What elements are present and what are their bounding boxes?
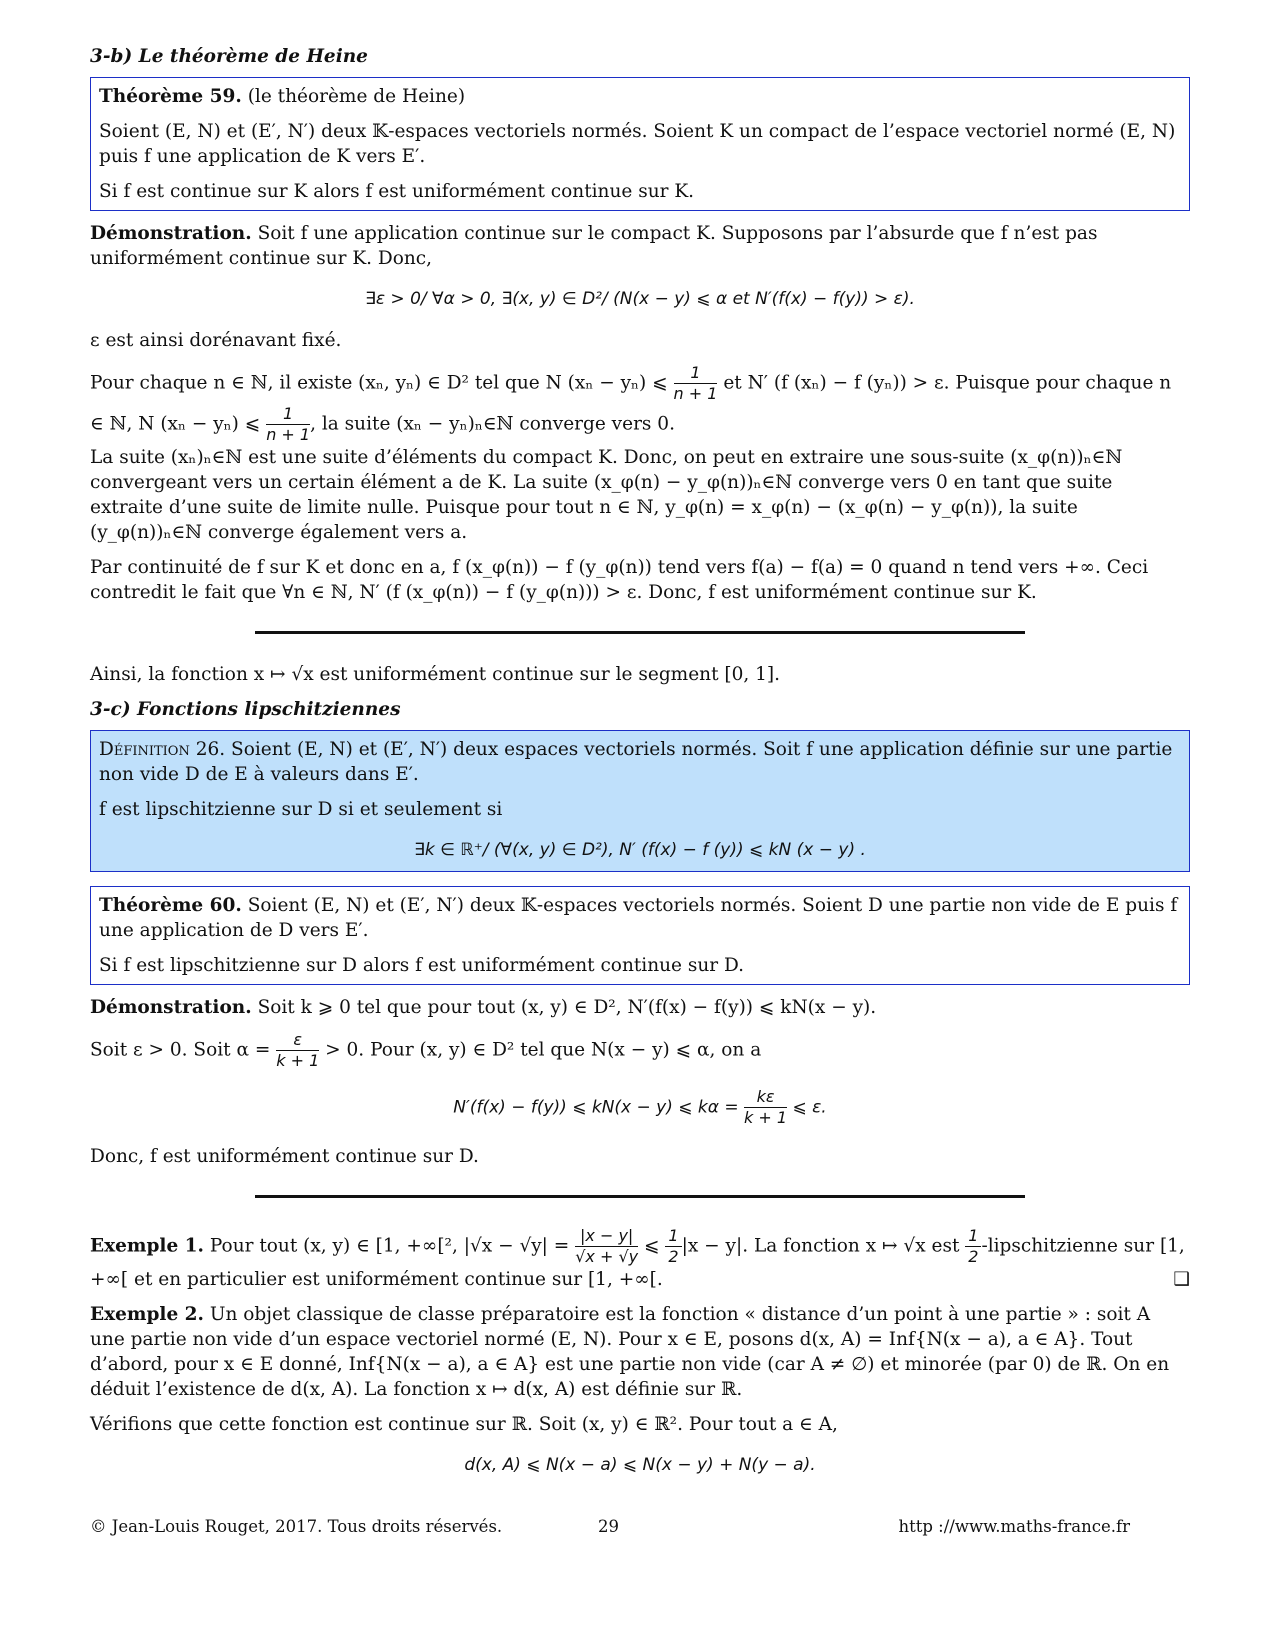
definition-26-equation: ∃k ∈ ℝ⁺/ (∀(x, y) ∈ D²), N′ (f(x) − f (y)) ⩽ kN (x − y) . <box>414 840 866 860</box>
theorem-59-box <box>90 77 1190 211</box>
definition-26-statement: Soient (E, N) et (E′, N′) deux espaces vectoriels normés. Soit f une application définie sur une partie non vide D de E à valeurs dans E′. <box>99 739 1173 785</box>
theorem-59-statement: Soient (E, N) et (E′, N′) deux 𝕂-espaces vectoriels normés. Soient K un compact de l’espace vectoriel normé (E, N) puis f une application de K vers E′. <box>99 121 1176 167</box>
fraction-epsilon-over-k-plus-one: $\frac{\varepsilon}{k + 1}$ <box>276 1030 320 1070</box>
proof-1-equation: ∃ε > 0/ ∀α > 0, ∃(x, y) ∈ D²/ (N(x − y) ⩽ α et N′(f(x) − f(y)) > ε). <box>365 289 915 309</box>
proof-1-intro: Soit f une application continue sur le compact K. Supposons par l’absurde que f n’est pas uniformément continue sur K. Donc, <box>90 223 1098 269</box>
proof-2-equation: N′(f(x) − f(y)) ⩽ kN(x − y) ⩽ kα = $\frac{k\varepsilon}{k + 1}$ ⩽ ε. <box>453 1087 827 1127</box>
theorem-60-box <box>90 886 1190 985</box>
proof-1-label: Démonstration. <box>90 223 252 244</box>
section-heading-3c: 3-c) Fonctions lipschitziennes <box>90 699 401 720</box>
page-content <box>90 44 1190 1494</box>
theorem-59-label: Théorème 59. <box>99 86 242 107</box>
theorem-59-conclusion: Si f est continue sur K alors f est uniformément continue sur K. <box>99 181 695 202</box>
fraction-one-half-2: $\frac{1}{2}$ <box>965 1226 981 1267</box>
fraction-abs-diff-over-sqrt-sum: $\frac{|x - y|}{√x + √y}$ <box>575 1226 639 1266</box>
definition-26-label: Définition 26. <box>99 739 226 760</box>
section-heading-3b: 3-b) Le théorème de Heine <box>90 46 368 67</box>
theorem-60-label: Théorème 60. <box>99 895 242 916</box>
sqrt-uniform-continuity-note: Ainsi, la fonction x ↦ √x est uniformément continue sur le segment [0, 1]. <box>90 664 781 685</box>
theorem-60-conclusion: Si f est lipschitzienne sur D alors f est uniformément continue sur D. <box>99 955 745 976</box>
proof-1-conclusion: Par continuité de f sur K et donc en a, f (x_φ(n)) − f (y_φ(n)) tend vers f(a) − f(a) = 0 quand n tend vers +∞. Ceci contredit le fait que ∀n ∈ ℕ, N′ (f (x_φ(n)) − f (y_φ(n))) > ε. Donc, f est uniformément continue sur K. <box>90 557 1149 603</box>
example-2-inequality: d(x, A) ⩽ N(x − a) ⩽ N(x − y) + N(y − a). <box>464 1455 816 1475</box>
definition-26-box <box>90 730 1190 872</box>
footer-url: http ://www.maths-france.fr <box>898 1517 1130 1536</box>
theorem-60-statement: Soient (E, N) et (E′, N′) deux 𝕂-espaces vectoriels normés. Soient D une partie non vide de E puis f une application de D vers E′. <box>99 895 1178 941</box>
end-of-proof-rule-2 <box>255 1195 1025 1198</box>
footer-copyright: © Jean-Louis Rouget, 2017. Tous droits réservés. <box>90 1517 503 1536</box>
proof-2-label: Démonstration. <box>90 997 252 1018</box>
theorem-59-title: (le théorème de Heine) <box>247 86 466 107</box>
fraction-one-over-n-plus-one: $\frac{1}{n + 1}$ <box>673 363 718 403</box>
fraction-one-half: $\frac{1}{2}$ <box>665 1226 681 1267</box>
definition-26-condition: f est lipschitzienne sur D si et seulement si <box>99 799 503 820</box>
fraction-k-epsilon-over-k-plus-one: $\frac{k\varepsilon}{k + 1}$ <box>744 1087 788 1127</box>
qed-square-icon: ❑ <box>1173 1269 1190 1290</box>
example-2-label: Exemple 2. <box>90 1304 204 1325</box>
proof-1-subsequence-paragraph: La suite (xₙ)ₙ∈ℕ est une suite d’éléments du compact K. Donc, on peut en extraire une sous-suite (x_φ(n))ₙ∈ℕ convergeant vers un certain élément a de K. La suite (x_φ(n) − y_φ(n))ₙ∈ℕ converge vers 0 en tant que suite extraite d’une suite de limite nulle. Puisque pour tout n ∈ ℕ, y_φ(n) = x_φ(n) − (x_φ(n) − y_φ(n)), la suite (y_φ(n))ₙ∈ℕ converge également vers a. <box>90 447 1123 543</box>
end-of-proof-rule-1 <box>255 631 1025 634</box>
example-1-label: Exemple 1. <box>90 1235 204 1257</box>
example-2-text: Un objet classique de classe préparatoire est la fonction « distance d’un point à une partie » : soit A une partie non vide d’un espace vectoriel normé (E, N). Pour x ∈ E, posons d(x, A) = Inf{N(x − a), a ∈ A}. Tout d’abord, pour x ∈ E donné, Inf{N(x − a), a ∈ A} est une partie non vide (car A ≠ ∅) et minorée (par 0) de ℝ. On en déduit l’existence de d(x, A). La fonction x ↦ d(x, A) est définie sur ℝ. <box>90 1304 1170 1400</box>
footer-page-number: 29 <box>598 1517 619 1536</box>
proof-1-sequence-paragraph: Pour chaque n ∈ ℕ, il existe (xₙ, yₙ) ∈ D² tel que N (xₙ − yₙ) ⩽ $\frac{1}{n + 1}$ et N′ (f (xₙ) − f (yₙ)) > ε. Puisque pour chaque n ∈ ℕ, N (xₙ − yₙ) ⩽ $\frac{1}{n + 1}$ , la suite (xₙ − yₙ)ₙ∈ℕ converge vers 0. <box>90 363 1172 444</box>
proof-1-epsilon-fixed: ε est ainsi dorénavant fixé. <box>90 330 342 351</box>
example-1: Exemple 1. Pour tout (x, y) ∈ [1, +∞[², |√x − √y| = $\frac{|x - y|}{√x + √y}$ ⩽ $\frac{1}{2}$ |x − y|. La fonction x ↦ √x est $\frac{1}{2}$ -lipschitzienne sur [1, +∞[ et en particulier est uniformément continue sur [1, +∞[. ❑ <box>90 1226 1190 1290</box>
proof-2-alpha-choice: Soit ε > 0. Soit α = $\frac{\varepsilon}{k + 1}$ > 0. Pour (x, y) ∈ D² tel que N(x − y) ⩽ α, on a <box>90 1030 762 1070</box>
example-2-continuity: Vérifions que cette fonction est continue sur ℝ. Soit (x, y) ∈ ℝ². Pour tout a ∈ A, <box>90 1414 838 1435</box>
fraction-one-over-n-plus-one-2: $\frac{1}{n + 1}$ <box>266 404 311 444</box>
proof-2-conclusion: Donc, f est uniformément continue sur D. <box>90 1146 479 1167</box>
proof-2-intro: Soit k ⩾ 0 tel que pour tout (x, y) ∈ D², N′(f(x) − f(y)) ⩽ kN(x − y). <box>257 997 877 1018</box>
